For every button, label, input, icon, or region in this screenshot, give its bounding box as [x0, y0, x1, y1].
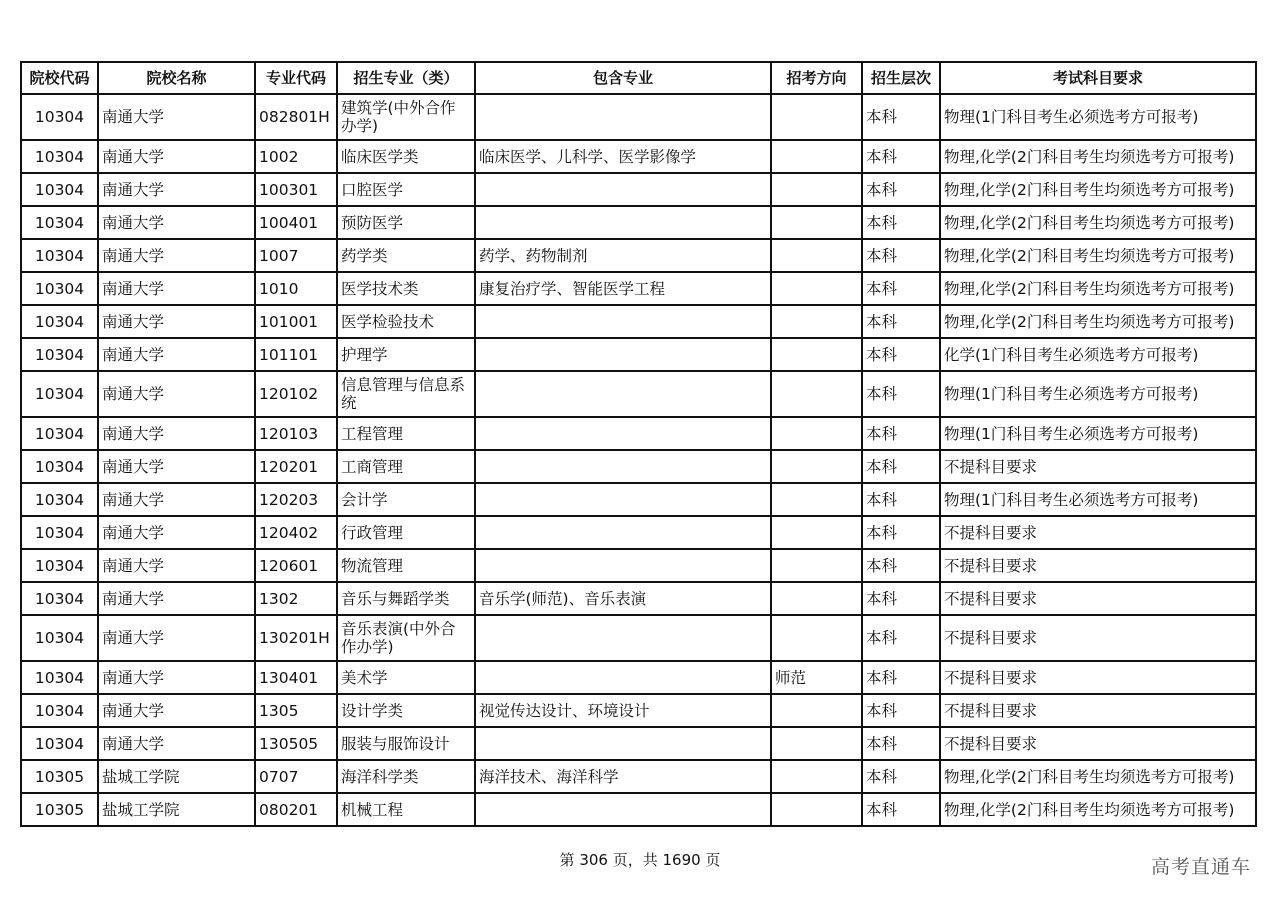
- cell-included-majors: 临床医学、儿科学、医学影像学: [475, 140, 771, 173]
- cell-major-code: 1007: [255, 239, 337, 272]
- cell-level: 本科: [862, 549, 940, 582]
- cell-school-code: 10304: [21, 272, 98, 305]
- cell-school-name: 南通大学: [98, 483, 255, 516]
- cell-requirement: 物理,化学(2门科目考生均须选考方可报考): [940, 173, 1256, 206]
- cell-school-code: 10304: [21, 549, 98, 582]
- table-row: [21, 582, 1256, 615]
- cell-major: 音乐与舞蹈学类: [337, 582, 475, 615]
- cell-major: 临床医学类: [337, 140, 475, 173]
- cell-school-name: 南通大学: [98, 417, 255, 450]
- cell-requirement: 化学(1门科目考生必须选考方可报考): [940, 338, 1256, 371]
- table-row: [21, 549, 1256, 582]
- cell-requirement: 不提科目要求: [940, 615, 1256, 661]
- table-row: [21, 760, 1256, 793]
- cell-school-code: 10304: [21, 483, 98, 516]
- cell-requirement: 物理,化学(2门科目考生均须选考方可报考): [940, 793, 1256, 826]
- cell-requirement: 不提科目要求: [940, 661, 1256, 694]
- cell-major: 预防医学: [337, 206, 475, 239]
- cell-major-code: 120103: [255, 417, 337, 450]
- cell-direction: [771, 582, 862, 615]
- cell-direction: [771, 239, 862, 272]
- cell-school-name: 南通大学: [98, 694, 255, 727]
- table-row: [21, 239, 1256, 272]
- cell-included-majors: [475, 94, 771, 140]
- table-row: [21, 338, 1256, 371]
- cell-direction: 师范: [771, 661, 862, 694]
- cell-requirement: 物理,化学(2门科目考生均须选考方可报考): [940, 140, 1256, 173]
- cell-major: 机械工程: [337, 793, 475, 826]
- table-body: [21, 94, 1256, 826]
- header-major: 招生专业（类）: [337, 62, 475, 94]
- cell-direction: [771, 338, 862, 371]
- cell-school-name: 南通大学: [98, 94, 255, 140]
- cell-included-majors: [475, 371, 771, 417]
- table-row: [21, 615, 1256, 661]
- table-row: [21, 694, 1256, 727]
- cell-included-majors: [475, 338, 771, 371]
- cell-major-code: 120203: [255, 483, 337, 516]
- cell-requirement: 物理(1门科目考生必须选考方可报考): [940, 94, 1256, 140]
- cell-major: 医学技术类: [337, 272, 475, 305]
- cell-included-majors: [475, 516, 771, 549]
- cell-school-code: 10304: [21, 140, 98, 173]
- cell-school-name: 南通大学: [98, 239, 255, 272]
- cell-major-code: 082801H: [255, 94, 337, 140]
- cell-school-name: 南通大学: [98, 516, 255, 549]
- table-row: [21, 206, 1256, 239]
- cell-school-name: 南通大学: [98, 173, 255, 206]
- cell-requirement: 不提科目要求: [940, 450, 1256, 483]
- cell-major: 建筑学(中外合作办学): [337, 94, 475, 140]
- table-row: [21, 305, 1256, 338]
- cell-school-name: 南通大学: [98, 615, 255, 661]
- cell-school-code: 10304: [21, 615, 98, 661]
- cell-school-code: 10304: [21, 417, 98, 450]
- cell-school-name: 盐城工学院: [98, 793, 255, 826]
- cell-school-code: 10304: [21, 338, 98, 371]
- table-row: [21, 661, 1256, 694]
- cell-major: 药学类: [337, 239, 475, 272]
- cell-level: 本科: [862, 305, 940, 338]
- cell-included-majors: [475, 793, 771, 826]
- table-row: [21, 173, 1256, 206]
- cell-major: 口腔医学: [337, 173, 475, 206]
- cell-level: 本科: [862, 483, 940, 516]
- cell-major-code: 101101: [255, 338, 337, 371]
- cell-major-code: 120201: [255, 450, 337, 483]
- cell-school-code: 10304: [21, 694, 98, 727]
- cell-direction: [771, 272, 862, 305]
- table-row: [21, 516, 1256, 549]
- header-requirement: 考试科目要求: [940, 62, 1256, 94]
- cell-major: 信息管理与信息系统: [337, 371, 475, 417]
- cell-direction: [771, 305, 862, 338]
- cell-school-name: 南通大学: [98, 727, 255, 760]
- cell-school-code: 10304: [21, 371, 98, 417]
- cell-major-code: 0707: [255, 760, 337, 793]
- cell-level: 本科: [862, 727, 940, 760]
- table-row: [21, 371, 1256, 417]
- table-row: [21, 793, 1256, 826]
- cell-major: 会计学: [337, 483, 475, 516]
- cell-requirement: 不提科目要求: [940, 694, 1256, 727]
- cell-school-code: 10304: [21, 582, 98, 615]
- cell-major-code: 080201: [255, 793, 337, 826]
- cell-direction: [771, 694, 862, 727]
- table-header-row: [21, 62, 1256, 94]
- cell-direction: [771, 549, 862, 582]
- cell-level: 本科: [862, 760, 940, 793]
- cell-major: 美术学: [337, 661, 475, 694]
- cell-school-name: 南通大学: [98, 549, 255, 582]
- page-number: 第 306 页，共 1690 页: [559, 851, 721, 869]
- cell-school-code: 10304: [21, 173, 98, 206]
- cell-requirement: 物理,化学(2门科目考生均须选考方可报考): [940, 305, 1256, 338]
- header-school-name: 院校名称: [98, 62, 255, 94]
- cell-school-code: 10305: [21, 793, 98, 826]
- cell-major-code: 120102: [255, 371, 337, 417]
- cell-major-code: 100301: [255, 173, 337, 206]
- cell-school-code: 10304: [21, 727, 98, 760]
- cell-included-majors: [475, 483, 771, 516]
- cell-included-majors: 药学、药物制剂: [475, 239, 771, 272]
- cell-direction: [771, 371, 862, 417]
- cell-included-majors: [475, 661, 771, 694]
- cell-level: 本科: [862, 694, 940, 727]
- cell-school-name: 南通大学: [98, 661, 255, 694]
- admissions-table: [20, 61, 1257, 827]
- cell-requirement: 物理(1门科目考生必须选考方可报考): [940, 483, 1256, 516]
- cell-major: 护理学: [337, 338, 475, 371]
- table-row: [21, 483, 1256, 516]
- cell-included-majors: [475, 417, 771, 450]
- cell-direction: [771, 94, 862, 140]
- table-row: [21, 272, 1256, 305]
- cell-requirement: 不提科目要求: [940, 549, 1256, 582]
- cell-school-code: 10304: [21, 94, 98, 140]
- cell-school-name: 南通大学: [98, 338, 255, 371]
- cell-requirement: 不提科目要求: [940, 727, 1256, 760]
- cell-direction: [771, 760, 862, 793]
- header-direction: 招考方向: [771, 62, 862, 94]
- cell-direction: [771, 206, 862, 239]
- table-row: [21, 450, 1256, 483]
- cell-school-code: 10304: [21, 450, 98, 483]
- cell-school-name: 南通大学: [98, 305, 255, 338]
- cell-direction: [771, 417, 862, 450]
- cell-major-code: 1305: [255, 694, 337, 727]
- cell-level: 本科: [862, 140, 940, 173]
- cell-major-code: 1010: [255, 272, 337, 305]
- table-row: [21, 94, 1256, 140]
- cell-included-majors: 视觉传达设计、环境设计: [475, 694, 771, 727]
- table-row: [21, 140, 1256, 173]
- cell-level: 本科: [862, 516, 940, 549]
- cell-major-code: 130505: [255, 727, 337, 760]
- cell-school-code: 10305: [21, 760, 98, 793]
- cell-level: 本科: [862, 661, 940, 694]
- header-level: 招生层次: [862, 62, 940, 94]
- cell-included-majors: [475, 305, 771, 338]
- cell-direction: [771, 727, 862, 760]
- cell-requirement: 物理,化学(2门科目考生均须选考方可报考): [940, 760, 1256, 793]
- cell-included-majors: 康复治疗学、智能医学工程: [475, 272, 771, 305]
- cell-major: 行政管理: [337, 516, 475, 549]
- cell-direction: [771, 516, 862, 549]
- cell-included-majors: [475, 549, 771, 582]
- cell-requirement: 不提科目要求: [940, 516, 1256, 549]
- cell-school-name: 南通大学: [98, 371, 255, 417]
- cell-major: 工程管理: [337, 417, 475, 450]
- cell-level: 本科: [862, 94, 940, 140]
- cell-school-name: 南通大学: [98, 140, 255, 173]
- cell-included-majors: 音乐学(师范)、音乐表演: [475, 582, 771, 615]
- cell-level: 本科: [862, 272, 940, 305]
- cell-included-majors: 海洋技术、海洋科学: [475, 760, 771, 793]
- cell-level: 本科: [862, 371, 940, 417]
- cell-level: 本科: [862, 582, 940, 615]
- cell-major: 工商管理: [337, 450, 475, 483]
- cell-major-code: 120402: [255, 516, 337, 549]
- cell-requirement: 物理,化学(2门科目考生均须选考方可报考): [940, 206, 1256, 239]
- cell-requirement: 物理(1门科目考生必须选考方可报考): [940, 417, 1256, 450]
- cell-level: 本科: [862, 615, 940, 661]
- cell-included-majors: [475, 450, 771, 483]
- cell-included-majors: [475, 615, 771, 661]
- cell-included-majors: [475, 173, 771, 206]
- cell-major: 服装与服饰设计: [337, 727, 475, 760]
- cell-school-code: 10304: [21, 661, 98, 694]
- cell-school-code: 10304: [21, 305, 98, 338]
- cell-direction: [771, 173, 862, 206]
- cell-level: 本科: [862, 417, 940, 450]
- cell-major-code: 130201H: [255, 615, 337, 661]
- cell-major: 音乐表演(中外合作办学): [337, 615, 475, 661]
- cell-school-name: 南通大学: [98, 272, 255, 305]
- cell-requirement: 不提科目要求: [940, 582, 1256, 615]
- cell-major-code: 101001: [255, 305, 337, 338]
- cell-major-code: 1002: [255, 140, 337, 173]
- cell-level: 本科: [862, 450, 940, 483]
- header-included-majors: 包含专业: [475, 62, 771, 94]
- cell-included-majors: [475, 206, 771, 239]
- cell-level: 本科: [862, 173, 940, 206]
- header-major-code: 专业代码: [255, 62, 337, 94]
- cell-direction: [771, 450, 862, 483]
- cell-direction: [771, 483, 862, 516]
- cell-school-name: 南通大学: [98, 582, 255, 615]
- cell-major-code: 120601: [255, 549, 337, 582]
- cell-included-majors: [475, 727, 771, 760]
- cell-level: 本科: [862, 239, 940, 272]
- table-row: [21, 417, 1256, 450]
- cell-school-name: 南通大学: [98, 206, 255, 239]
- cell-major: 物流管理: [337, 549, 475, 582]
- cell-school-code: 10304: [21, 239, 98, 272]
- cell-requirement: 物理(1门科目考生必须选考方可报考): [940, 371, 1256, 417]
- cell-direction: [771, 793, 862, 826]
- cell-major-code: 100401: [255, 206, 337, 239]
- cell-school-name: 南通大学: [98, 450, 255, 483]
- cell-major: 海洋科学类: [337, 760, 475, 793]
- cell-level: 本科: [862, 793, 940, 826]
- table-row: [21, 727, 1256, 760]
- header-school-code: 院校代码: [21, 62, 98, 94]
- cell-level: 本科: [862, 206, 940, 239]
- cell-major-code: 130401: [255, 661, 337, 694]
- cell-direction: [771, 615, 862, 661]
- cell-major-code: 1302: [255, 582, 337, 615]
- cell-requirement: 物理,化学(2门科目考生均须选考方可报考): [940, 239, 1256, 272]
- cell-level: 本科: [862, 338, 940, 371]
- cell-school-name: 盐城工学院: [98, 760, 255, 793]
- watermark-logo-text: 高考直通车: [1150, 856, 1251, 878]
- cell-requirement: 物理,化学(2门科目考生均须选考方可报考): [940, 272, 1256, 305]
- cell-school-code: 10304: [21, 516, 98, 549]
- cell-major: 设计学类: [337, 694, 475, 727]
- cell-school-code: 10304: [21, 206, 98, 239]
- cell-direction: [771, 140, 862, 173]
- cell-major: 医学检验技术: [337, 305, 475, 338]
